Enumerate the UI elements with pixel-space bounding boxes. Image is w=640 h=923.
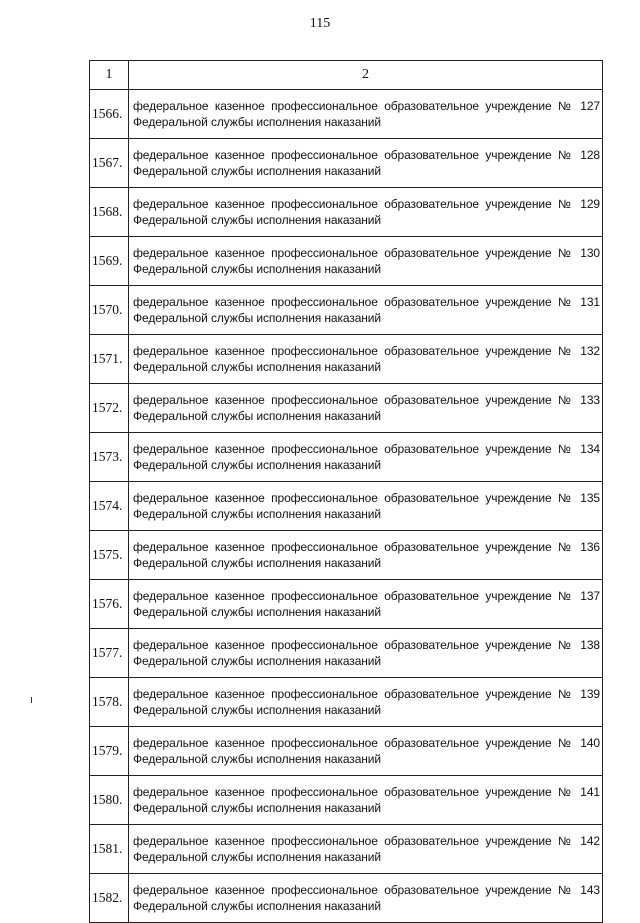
row-institution-name <box>129 335 603 384</box>
row-number: 1578. <box>90 678 129 727</box>
row-number: 1582. <box>90 874 129 923</box>
institution-name-line-1: федеральное казенное профессиональное образовательное учреждение № 138 <box>133 638 600 652</box>
row-number: 1567. <box>90 139 129 188</box>
row-institution-name <box>129 531 603 580</box>
institution-name-line-2: Федеральной службы исполнения наказаний <box>133 752 382 766</box>
table-row <box>90 433 603 482</box>
institution-name-line-1: федеральное казенное профессиональное образовательное учреждение № 135 <box>133 491 600 505</box>
institution-name-line-1: федеральное казенное профессиональное образовательное учреждение № 128 <box>133 148 600 162</box>
table-row <box>90 531 603 580</box>
row-number: 1580. <box>90 776 129 825</box>
institution-name-line-1: федеральное казенное профессиональное образовательное учреждение № 132 <box>133 344 600 358</box>
row-institution-name <box>129 482 603 531</box>
institution-name-line-1: федеральное казенное профессиональное образовательное учреждение № 137 <box>133 589 600 603</box>
table-row <box>90 139 603 188</box>
institution-name-line-1: федеральное казенное профессиональное образовательное учреждение № 140 <box>133 736 600 750</box>
row-institution-name <box>129 727 603 776</box>
institution-name-line-1: федеральное казенное профессиональное образовательное учреждение № 127 <box>133 99 600 113</box>
table-row <box>90 90 603 139</box>
row-number: 1571. <box>90 335 129 384</box>
table-row <box>90 776 603 825</box>
row-institution-name <box>129 580 603 629</box>
institution-name-line-2: Федеральной службы исполнения наказаний <box>133 213 382 227</box>
table-row <box>90 874 603 923</box>
institution-name-line-2: Федеральной службы исполнения наказаний <box>133 507 382 521</box>
table-row <box>90 482 603 531</box>
institution-name-line-2: Федеральной службы исполнения наказаний <box>133 409 382 423</box>
row-institution-name <box>129 237 603 286</box>
page-number: 115 <box>309 16 331 31</box>
row-number: 1568. <box>90 188 129 237</box>
institution-name-line-1: федеральное казенное профессиональное образовательное учреждение № 143 <box>133 883 600 897</box>
table-header-row <box>90 61 603 90</box>
table-row <box>90 237 603 286</box>
institution-name-line-2: Федеральной службы исполнения наказаний <box>133 850 382 864</box>
row-institution-name <box>129 629 603 678</box>
row-number: 1581. <box>90 825 129 874</box>
scan-margin-mark <box>31 697 32 703</box>
table-body <box>90 90 603 923</box>
institution-name-line-2: Федеральной службы исполнения наказаний <box>133 458 382 472</box>
row-institution-name <box>129 678 603 727</box>
column-header-number: 1 <box>90 61 129 90</box>
row-number: 1577. <box>90 629 129 678</box>
institution-name-line-1: федеральное казенное профессиональное образовательное учреждение № 131 <box>133 295 600 309</box>
row-institution-name <box>129 90 603 139</box>
institution-name-line-1: федеральное казенное профессиональное образовательное учреждение № 139 <box>133 687 600 701</box>
row-institution-name <box>129 384 603 433</box>
institution-name-line-2: Федеральной службы исполнения наказаний <box>133 556 382 570</box>
row-number: 1572. <box>90 384 129 433</box>
row-number: 1575. <box>90 531 129 580</box>
row-number: 1573. <box>90 433 129 482</box>
institution-name-line-1: федеральное казенное профессиональное образовательное учреждение № 133 <box>133 393 600 407</box>
institution-name-line-2: Федеральной службы исполнения наказаний <box>133 360 382 374</box>
table-row <box>90 188 603 237</box>
institution-name-line-2: Федеральной службы исполнения наказаний <box>133 262 382 276</box>
institution-name-line-1: федеральное казенное профессиональное образовательное учреждение № 130 <box>133 246 600 260</box>
row-number: 1576. <box>90 580 129 629</box>
institution-name-line-1: федеральное казенное профессиональное образовательное учреждение № 141 <box>133 785 600 799</box>
table-row <box>90 629 603 678</box>
institution-name-line-2: Федеральной службы исполнения наказаний <box>133 654 382 668</box>
institution-name-line-2: Федеральной службы исполнения наказаний <box>133 899 382 913</box>
row-institution-name <box>129 139 603 188</box>
row-institution-name <box>129 776 603 825</box>
institution-name-line-2: Федеральной службы исполнения наказаний <box>133 164 382 178</box>
institution-name-line-2: Федеральной службы исполнения наказаний <box>133 703 382 717</box>
row-number: 1566. <box>90 90 129 139</box>
institution-name-line-1: федеральное казенное профессиональное образовательное учреждение № 129 <box>133 197 600 211</box>
row-number: 1569. <box>90 237 129 286</box>
institution-name-line-1: федеральное казенное профессиональное образовательное учреждение № 136 <box>133 540 600 554</box>
row-institution-name <box>129 874 603 923</box>
row-number: 1579. <box>90 727 129 776</box>
institution-name-line-2: Федеральной службы исполнения наказаний <box>133 605 382 619</box>
table-row <box>90 580 603 629</box>
row-number: 1570. <box>90 286 129 335</box>
table-row <box>90 727 603 776</box>
row-institution-name <box>129 286 603 335</box>
institution-name-line-2: Федеральной службы исполнения наказаний <box>133 801 382 815</box>
row-institution-name <box>129 433 603 482</box>
row-institution-name <box>129 825 603 874</box>
institution-name-line-1: федеральное казенное профессиональное образовательное учреждение № 134 <box>133 442 600 456</box>
row-number: 1574. <box>90 482 129 531</box>
institution-name-line-1: федеральное казенное профессиональное образовательное учреждение № 142 <box>133 834 600 848</box>
column-header-name: 2 <box>129 61 603 90</box>
institution-name-line-2: Федеральной службы исполнения наказаний <box>133 115 382 129</box>
table-row <box>90 286 603 335</box>
institutions-table <box>89 60 603 923</box>
table-row <box>90 335 603 384</box>
table-row <box>90 825 603 874</box>
row-institution-name <box>129 188 603 237</box>
table-row <box>90 678 603 727</box>
table-row <box>90 384 603 433</box>
institution-name-line-2: Федеральной службы исполнения наказаний <box>133 311 382 325</box>
